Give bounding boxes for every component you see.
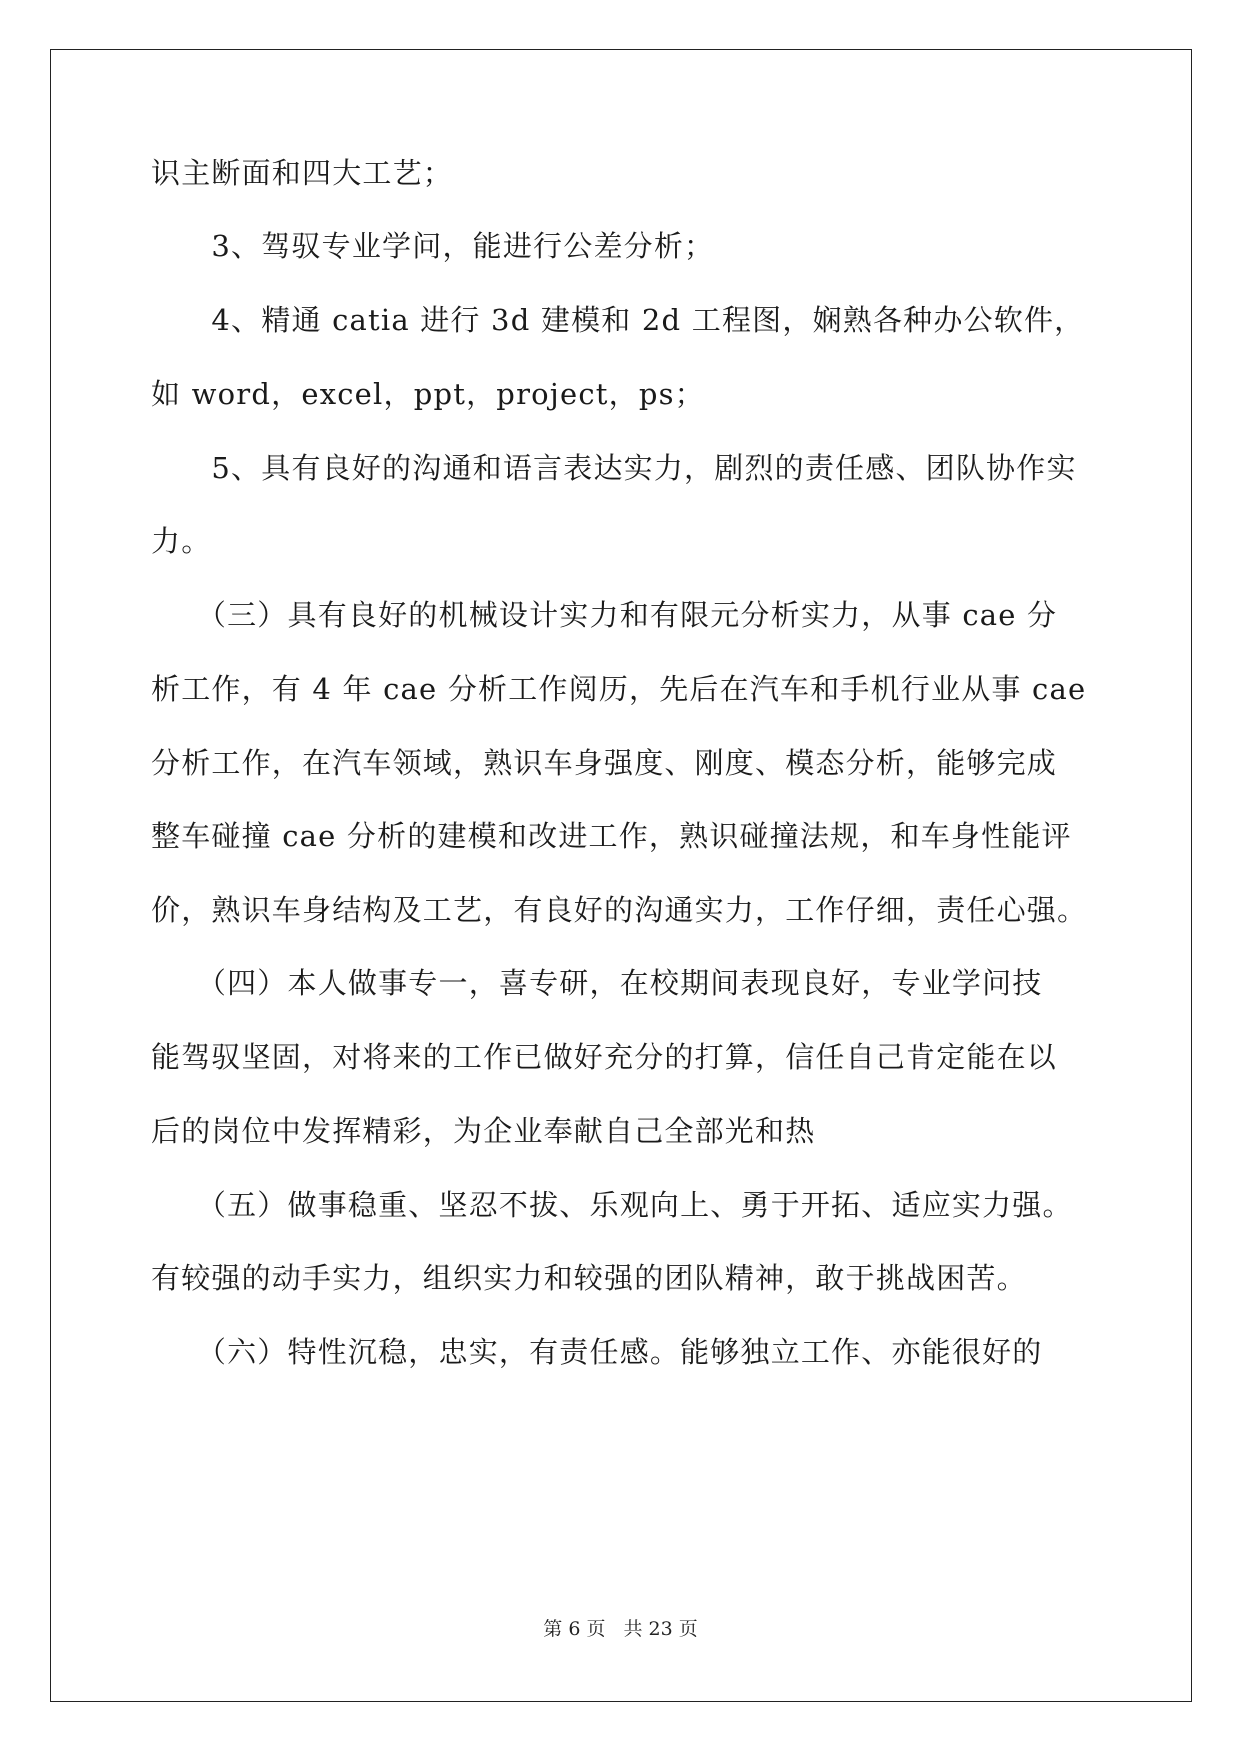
page-footer bbox=[0, 1617, 1241, 1641]
page-number: 第 6 页 bbox=[543, 1618, 606, 1640]
text-line: 4、精通 catia 进行 3d 建模和 2d 工程图，娴熟各种办公软件， bbox=[151, 303, 1085, 337]
text-line: 价，熟识车身结构及工艺，有良好的沟通实力，工作仔细，责任心强。 bbox=[151, 893, 1088, 927]
text-line: （三）具有良好的机械设计实力和有限元分析实力，从事 cae 分 bbox=[151, 598, 1058, 632]
text-line: 力。 bbox=[151, 524, 212, 558]
text-line: 识主断面和四大工艺； bbox=[151, 156, 454, 190]
text-line: 如 word，excel，ppt，project，ps； bbox=[151, 377, 705, 411]
text-line: 5、具有良好的沟通和语言表达实力，剧烈的责任感、团队协作实 bbox=[151, 451, 1077, 485]
text-line: （四）本人做事专一，喜专研，在校期间表现良好，专业学问技 bbox=[151, 966, 1043, 1000]
text-line: 分析工作，在汽车领域，熟识车身强度、刚度、模态分析，能够完成 bbox=[151, 746, 1058, 780]
text-line: （六）特性沉稳，忠实，有责任感。能够独立工作、亦能很好的 bbox=[151, 1335, 1043, 1369]
text-line: 能驾驭坚固，对将来的工作已做好充分的打算，信任自己肯定能在以 bbox=[151, 1040, 1058, 1074]
text-line: 析工作，有 4 年 cae 分析工作阅历，先后在汽车和手机行业从事 cae bbox=[151, 672, 1087, 706]
text-line: 有较强的动手实力，组织实力和较强的团队精神，敢于挑战困苦。 bbox=[151, 1261, 1027, 1295]
text-line: 后的岗位中发挥精彩，为企业奉献自己全部光和热 bbox=[151, 1114, 816, 1148]
page-total: 共 23 页 bbox=[623, 1618, 698, 1640]
text-line: 3、驾驭专业学问，能进行公差分析； bbox=[151, 229, 715, 263]
text-line: 整车碰撞 cae 分析的建模和改进工作，熟识碰撞法规，和车身性能评 bbox=[151, 819, 1072, 853]
page-border bbox=[50, 49, 1192, 1702]
text-line: （五）做事稳重、坚忍不拔、乐观向上、勇于开拓、适应实力强。 bbox=[151, 1188, 1073, 1222]
